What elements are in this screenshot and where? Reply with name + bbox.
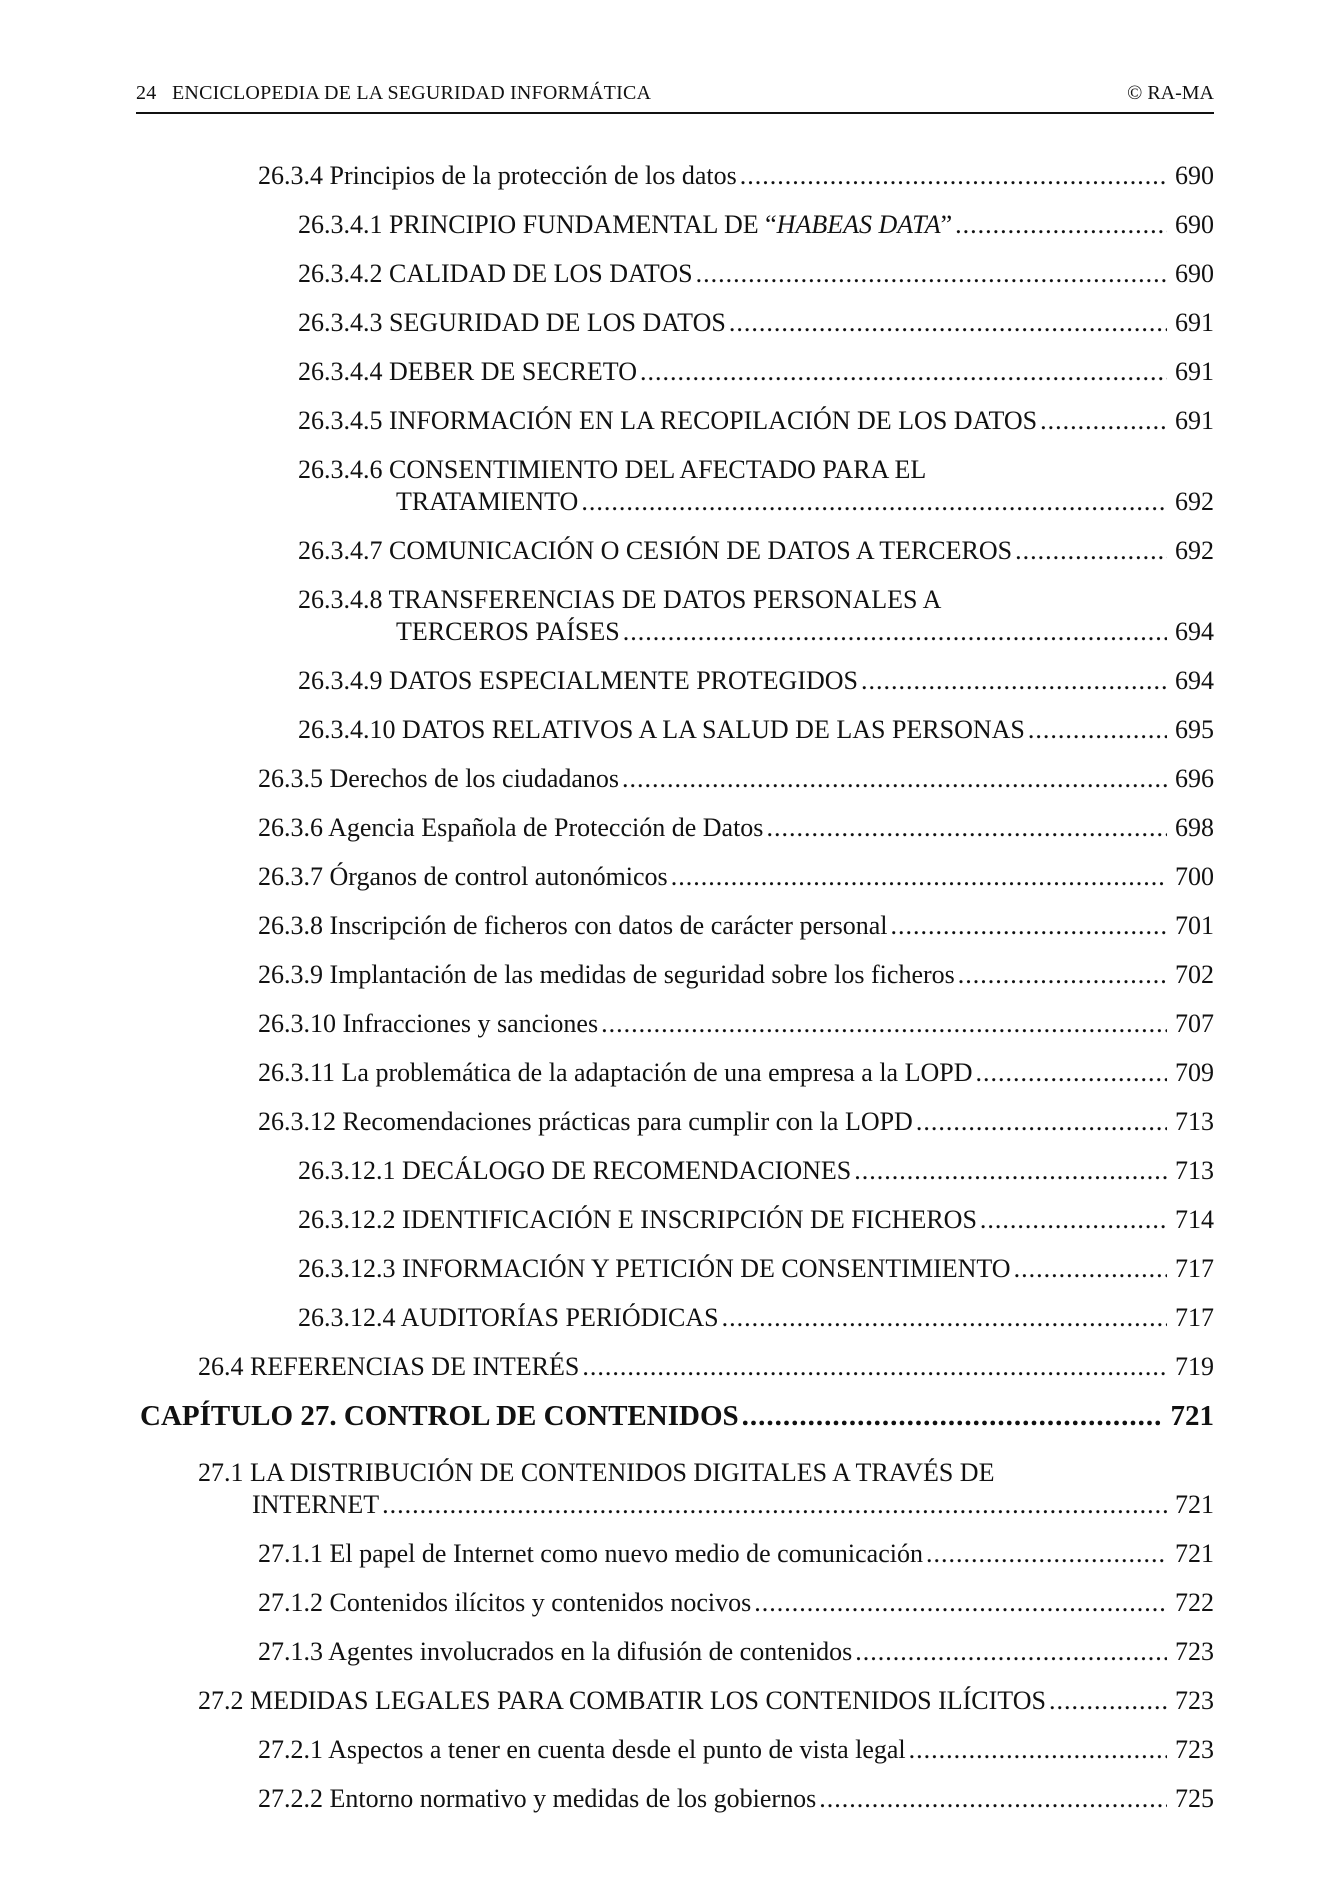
toc-page: 690 <box>1175 161 1214 190</box>
toc-page: 725 <box>1175 1784 1214 1813</box>
toc-entry: 27.2.1 Aspectos a tener en cuenta desde el punto de vista legal ..... 723 <box>258 1734 1214 1766</box>
toc-page: 698 <box>1175 813 1214 842</box>
toc-entry: 26.3.12 Recomendaciones prácticas para cumplir con la LOPD ..... 713 <box>258 1106 1214 1138</box>
dot-leader <box>766 812 1167 844</box>
toc-page: 694 <box>1175 617 1214 646</box>
dot-leader <box>696 258 1167 290</box>
toc-entry: 26.3.4.5 INFORMACIÓN EN LA RECOPILACIÓN DE LOS DATOS ..... 691 <box>298 405 1214 437</box>
toc-chapter-entry: CAPÍTULO 27. CONTROL DE CONTENIDOS ..... 721 <box>140 1400 1214 1432</box>
dot-leader <box>916 1106 1167 1138</box>
dot-leader <box>955 209 1167 241</box>
dot-leader <box>976 1057 1168 1089</box>
book-title: ENCICLOPEDIA DE LA SEGURIDAD INFORMÁTICA <box>172 82 652 104</box>
dot-leader <box>861 665 1167 697</box>
toc-entry: 26.3.12.3 INFORMACIÓN Y PETICIÓN DE CONSENTIMIENTO ..... 717 <box>298 1253 1214 1285</box>
toc-entry: 26.3.5 Derechos de los ciudadanos ..... 696 <box>258 763 1214 795</box>
dot-leader <box>382 1489 1167 1521</box>
toc-page: 719 <box>1175 1352 1214 1381</box>
toc-entry: 26.3.12.2 IDENTIFICACIÓN E INSCRIPCIÓN DE FICHEROS ..... 714 <box>298 1204 1214 1236</box>
toc-page: 723 <box>1175 1637 1214 1666</box>
toc-entry: 26.3.12.1 DECÁLOGO DE RECOMENDACIONES ..... 713 <box>298 1155 1214 1187</box>
toc-page: 692 <box>1175 487 1214 516</box>
dot-leader <box>601 1008 1167 1040</box>
toc-page: 717 <box>1175 1303 1214 1332</box>
toc-entry: 27.2 MEDIDAS LEGALES PARA COMBATIR LOS CONTENIDOS ILÍCITOS ..... 723 <box>198 1685 1214 1717</box>
dot-leader <box>754 1587 1167 1619</box>
toc-page: 700 <box>1175 862 1214 891</box>
toc-entry: 26.3.4.3 SEGURIDAD DE LOS DATOS ..... 691 <box>298 307 1214 339</box>
toc-entry: 27.1.1 El papel de Internet como nuevo medio de comunicación ..... 721 <box>258 1538 1214 1570</box>
toc-entry: 26.3.6 Agencia Española de Protección de Datos ..... 698 <box>258 812 1214 844</box>
running-header <box>136 78 1214 114</box>
toc-entry: 26.4 REFERENCIAS DE INTERÉS ..... 719 <box>198 1351 1214 1383</box>
toc-entry: 27.1.2 Contenidos ilícitos y contenidos nocivos ..... 722 <box>258 1587 1214 1619</box>
toc-entry: 26.3.4.10 DATOS RELATIVOS A LA SALUD DE LAS PERSONAS ..... 695 <box>298 714 1214 746</box>
toc-page: 713 <box>1175 1156 1214 1185</box>
dot-leader <box>891 910 1167 942</box>
page-number: 24 <box>136 82 157 104</box>
dot-leader <box>1014 1253 1167 1285</box>
toc-entry: 26.3.4 Principios de la protección de los datos ..... 690 <box>258 160 1214 192</box>
toc-page: 723 <box>1175 1735 1214 1764</box>
dot-leader <box>622 763 1167 795</box>
toc-entry: 26.3.4.8 TRANSFERENCIAS DE DATOS PERSONALES A TERCEROS PAÍSES ..... 694 <box>298 584 1214 648</box>
toc-page: 691 <box>1175 308 1214 337</box>
dot-leader <box>1015 535 1167 567</box>
toc-entry: 26.3.4.6 CONSENTIMIENTO DEL AFECTADO PARA EL TRATAMIENTO ..... 692 <box>298 454 1214 518</box>
dot-leader <box>582 1351 1167 1383</box>
dot-leader <box>729 307 1167 339</box>
toc-page: 692 <box>1175 536 1214 565</box>
toc-entry: 26.3.9 Implantación de las medidas de seguridad sobre los ficheros ..... 702 <box>258 959 1214 991</box>
toc-page: 696 <box>1175 764 1214 793</box>
dot-leader <box>742 1400 1163 1432</box>
dot-leader <box>722 1302 1167 1334</box>
header-left <box>136 82 651 105</box>
toc-page: 690 <box>1175 259 1214 288</box>
dot-leader <box>1028 714 1167 746</box>
toc-page: 701 <box>1175 911 1214 940</box>
dot-leader <box>909 1734 1167 1766</box>
toc-entry: 26.3.11 La problemática de la adaptación de una empresa a la LOPD ..... 709 <box>258 1057 1214 1089</box>
toc-entry: 27.2.2 Entorno normativo y medidas de los gobiernos ..... 725 <box>258 1783 1214 1815</box>
toc-entry: 26.3.4.9 DATOS ESPECIALMENTE PROTEGIDOS ..... 694 <box>298 665 1214 697</box>
dot-leader <box>1040 405 1167 437</box>
toc-page: 717 <box>1175 1254 1214 1283</box>
dot-leader <box>640 356 1167 388</box>
toc-entry: 26.3.4.4 DEBER DE SECRETO ..... 691 <box>298 356 1214 388</box>
toc-page: 707 <box>1175 1009 1214 1038</box>
toc-entry: 26.3.7 Órganos de control autonómicos ..... 700 <box>258 861 1214 893</box>
toc-entry: 26.3.4.7 COMUNICACIÓN O CESIÓN DE DATOS A TERCEROS ..... 692 <box>298 535 1214 567</box>
dot-leader <box>740 160 1167 192</box>
toc-entry: 26.3.10 Infracciones y sanciones ..... 707 <box>258 1008 1214 1040</box>
dot-leader <box>854 1155 1167 1187</box>
dot-leader <box>623 616 1167 648</box>
toc-entry: 26.3.8 Inscripción de ficheros con datos de carácter personal ..... 701 <box>258 910 1214 942</box>
toc-entry: 27.1 LA DISTRIBUCIÓN DE CONTENIDOS DIGITALES A TRAVÉS DE INTERNET ..... 721 <box>198 1457 1214 1521</box>
dot-leader <box>1049 1685 1167 1717</box>
dot-leader <box>926 1538 1167 1570</box>
toc-page: 691 <box>1175 406 1214 435</box>
toc-page: 721 <box>1175 1490 1214 1519</box>
toc-page: 702 <box>1175 960 1214 989</box>
toc-entry: 27.1.3 Agentes involucrados en la difusión de contenidos ..... 723 <box>258 1636 1214 1668</box>
toc-page: 694 <box>1175 666 1214 695</box>
toc-page: 714 <box>1175 1205 1214 1234</box>
dot-leader <box>819 1783 1167 1815</box>
dot-leader <box>671 861 1167 893</box>
toc-page: 723 <box>1175 1686 1214 1715</box>
toc-page: 690 <box>1175 210 1214 239</box>
toc-page: 709 <box>1175 1058 1214 1087</box>
dot-leader <box>958 959 1167 991</box>
toc-page: 722 <box>1175 1588 1214 1617</box>
dot-leader <box>980 1204 1167 1236</box>
dot-leader <box>581 486 1167 518</box>
toc-entry: 26.3.4.1 PRINCIPIO FUNDAMENTAL DE “HABEAS DATA” ..... 690 <box>298 209 1214 241</box>
toc-page: 691 <box>1175 357 1214 386</box>
toc-page: 695 <box>1175 715 1214 744</box>
toc-entry: 26.3.12.4 AUDITORÍAS PERIÓDICAS ..... 717 <box>298 1302 1214 1334</box>
dot-leader <box>855 1636 1167 1668</box>
toc-page: 721 <box>1170 1400 1214 1432</box>
toc-page: 721 <box>1175 1539 1214 1568</box>
toc-entry: 26.3.4.2 CALIDAD DE LOS DATOS ..... 690 <box>298 258 1214 290</box>
toc-page: 713 <box>1175 1107 1214 1136</box>
publisher-mark: © RA-MA <box>1127 82 1214 104</box>
